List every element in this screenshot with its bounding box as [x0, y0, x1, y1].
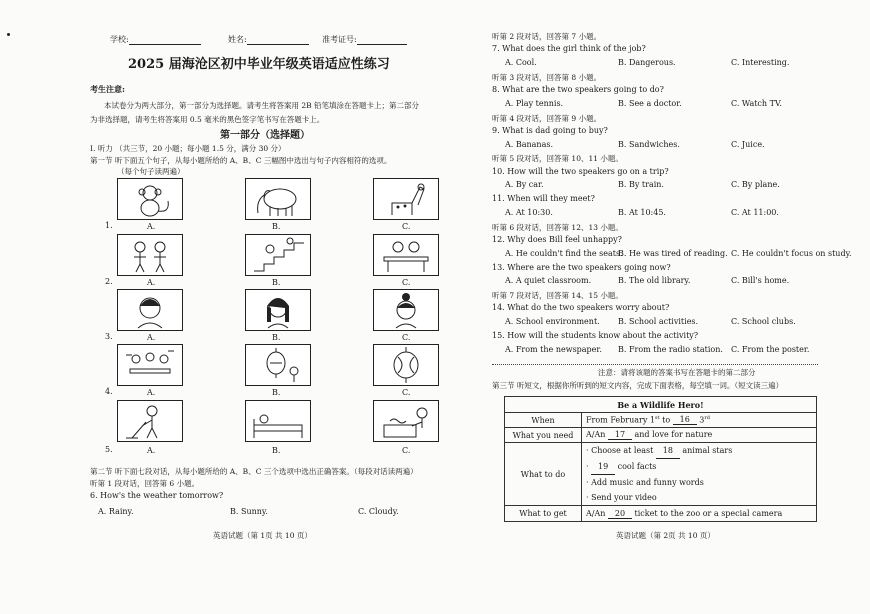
boy-bed-picture [245, 400, 311, 442]
option-b: B. He was tired of reading. [618, 248, 728, 258]
question-text: 8. What are the two speakers going to do? [492, 85, 664, 94]
row-number: 4. [105, 387, 113, 396]
page-footer-right: 英语试题（第 2页 共 10 页） [616, 531, 715, 540]
people-standing-picture [117, 234, 183, 276]
dialog-note: 听第 4 段对话，回答第 9 小题。 [492, 113, 602, 123]
monkey-picture [117, 178, 183, 220]
option-a-label: A. [147, 278, 156, 287]
section3-instruction: 第三节 听短文，根据你所听到的短文内容，完成下面表格，每空填一词。（短文读三遍） [492, 381, 784, 390]
question-6: 6. How's the weather tomorrow? [90, 491, 224, 500]
option-c: C. From the poster. [731, 344, 810, 354]
dialog1-note: 听第 1 段对话，回答第 6 小题。 [90, 479, 200, 488]
name-label: 姓名: [228, 35, 247, 44]
dialog-note: 听第 6 段对话，回答第 12、13 小题。 [492, 222, 623, 232]
attention-note: 注意：请将该题的答案书写在答题卡的第二部分 [598, 368, 756, 377]
blank-16[interactable]: 16 [673, 415, 697, 425]
family-dinner-picture [117, 344, 183, 386]
dialog-note: 听第 5 段对话，回答第 10、11 小题。 [492, 154, 623, 164]
notice-heading: 考生注意: [90, 84, 125, 94]
row-number: 3. [105, 332, 113, 341]
boy-sweeping-picture [117, 400, 183, 442]
need-label: What you need [505, 428, 582, 443]
option-b-label: B. [272, 446, 281, 455]
option-b-label: B. [272, 388, 281, 397]
blank-17[interactable]: 17 [608, 430, 632, 440]
exam-title: 2025 届海沧区初中毕业年级英语适应性练习 [128, 57, 390, 72]
do-step-4: · Send your video [586, 493, 657, 502]
option-c: C. He couldn't focus on study. [731, 248, 852, 258]
school-label: 学校: [110, 35, 129, 44]
option-a-label: A. [147, 446, 156, 455]
option-c-label: C. [402, 388, 411, 397]
option-a: A. At 10:30. [505, 208, 553, 217]
option-a: A. Play tennis. [505, 98, 564, 108]
option-b: B. Dangerous. [618, 58, 676, 67]
option-a: A. Cool. [505, 58, 537, 67]
option-c-label: C. [402, 446, 411, 455]
q6-option-b: B. Sunny. [230, 507, 268, 516]
people-desk-picture [373, 234, 439, 276]
exam-no-label: 准考证号: [322, 35, 357, 44]
scan-speck [7, 33, 10, 36]
get-cell: A/An 20 ticket to the zoo or a special camera [582, 506, 817, 522]
notice-line-1: 本试卷分为两大部分，第一部分为选择题。请考生将答案用 2B 铅笔填涂在答题卡上；第二部分 [104, 101, 420, 110]
blank-20[interactable]: 20 [608, 509, 632, 519]
option-c-label: C. [402, 278, 411, 287]
option-b: B. School activities. [618, 317, 699, 327]
question-text: 12. Why does Bill feel unhappy? [492, 235, 622, 244]
lantern-picture [373, 344, 439, 386]
option-b: B. The old library. [618, 276, 691, 286]
name-field [228, 34, 309, 45]
girl-short-hair-picture [117, 289, 183, 331]
option-b: B. From the radio station. [618, 344, 723, 354]
question-text: 10. How will the two speakers go on a trip? [492, 166, 669, 176]
blank-18[interactable]: 18 [656, 443, 680, 459]
option-b-label: B. [272, 333, 281, 342]
option-b: B. Sandwiches. [618, 139, 680, 149]
question-text: 15. How will the students know about the activity? [492, 331, 699, 340]
dotted-divider [492, 364, 818, 365]
option-c-label: C. [402, 222, 411, 231]
when-label: When [505, 413, 582, 428]
q6-option-a: A. Rainy. [98, 507, 134, 516]
dialog-note: 听第 7 段对话，回答第 14、15 小题。 [492, 291, 623, 301]
part1-title: 第一部分（选择题） [220, 130, 310, 141]
page-footer-left: 英语试题（第 1页 共 10 页） [213, 531, 312, 540]
q6-option-c: C. Cloudy. [358, 507, 399, 516]
question-text: 13. Where are the two speakers going now? [492, 262, 671, 272]
need-cell: A/An 17 and love for nature [582, 428, 817, 443]
section1-instruction: 第一节 听下面五个句子，从每小题所给的 A、B、C 三幅图中选出与句子内容相符的选项。 [90, 156, 392, 165]
when-cell: From February 1st to 16 3rd [582, 413, 817, 428]
option-c: C. At 11:00. [731, 208, 779, 217]
listening-heading: I. 听力 （共三节，20 小题；每小题 1.5 分，满分 30 分） [90, 144, 286, 153]
do-cell: · Choose at least 18 animal stars · 19 cool facts · Add music and funny words · Send your video [582, 443, 817, 506]
girl-bun-picture [373, 289, 439, 331]
row-number: 1. [105, 221, 113, 230]
row-number: 5. [105, 445, 113, 454]
wildlife-hero-table [504, 396, 817, 522]
option-c: C. Juice. [731, 139, 765, 149]
section2-instruction: 第二节 听下面七段对话，从每小题所给的 A、B、C 三个选项中选出正确答案。（每段对话读两遍） [90, 467, 418, 476]
option-c: C. School clubs. [731, 317, 796, 327]
option-b: B. By train. [618, 180, 664, 190]
option-a-label: A. [147, 333, 156, 342]
option-a: A. From the newspaper. [505, 344, 602, 354]
boy-washing-picture [373, 400, 439, 442]
option-c: C. Interesting. [731, 58, 790, 67]
school-field [110, 34, 201, 45]
blank-19[interactable]: 19 [591, 459, 615, 475]
row-number: 2. [105, 277, 113, 286]
giraffe-picture [373, 178, 439, 220]
option-c-label: C. [402, 333, 411, 342]
question-text: 9. What is dad going to buy? [492, 125, 608, 135]
table-title: Be a Wildlife Hero! [505, 397, 817, 413]
question-text: 14. What do the two speakers worry about? [492, 303, 670, 313]
lantern-party-picture [245, 344, 311, 386]
option-b-label: B. [272, 278, 281, 287]
option-a: A. School environment. [505, 317, 600, 327]
section1-note: （每个句子读两遍） [117, 167, 185, 176]
option-b: B. At 10:45. [618, 208, 666, 217]
option-a: A. Bananas. [505, 139, 554, 149]
option-b-label: B. [272, 222, 281, 231]
do-label: What to do [505, 443, 582, 506]
option-a-label: A. [147, 222, 156, 231]
question-text: 7. What does the girl think of the job? [492, 44, 646, 54]
option-c: C. Bill's home. [731, 276, 790, 286]
notice-line-2: 为非选择题，请考生将答案用 0.5 毫米的黑色签字笔书写在答题卡上。 [90, 115, 325, 124]
option-c: C. Watch TV. [731, 98, 782, 108]
question-text: 11. When will they meet? [492, 194, 595, 204]
girl-long-hair-picture [245, 289, 311, 331]
option-a: A. A quiet classroom. [505, 276, 592, 286]
option-a: A. He couldn't find the seats. [505, 248, 623, 258]
people-stairs-picture [245, 234, 311, 276]
dialog-note: 听第 3 段对话，回答第 8 小题。 [492, 72, 602, 82]
option-a-label: A. [147, 388, 156, 397]
get-label: What to get [505, 506, 582, 522]
option-b: B. See a doctor. [618, 98, 682, 108]
option-a: A. By car. [505, 180, 544, 190]
dialog-note: 听第 2 段对话，回答第 7 小题。 [492, 32, 602, 41]
exam-no-field [322, 34, 407, 45]
option-c: C. By plane. [731, 180, 780, 190]
do-step-3: · Add music and funny words [586, 478, 704, 487]
elephant-picture [245, 178, 311, 220]
